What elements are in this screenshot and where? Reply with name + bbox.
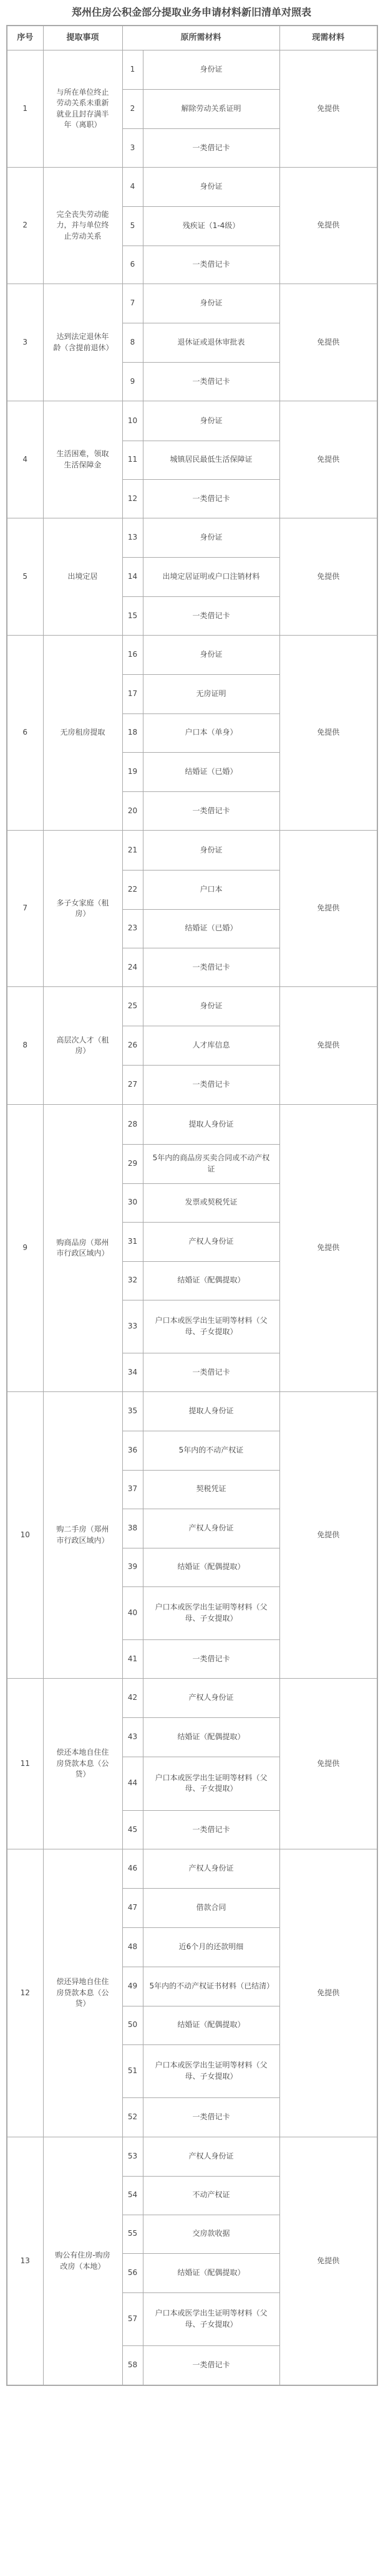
material-name: 人才库信息 <box>143 1026 279 1065</box>
withdrawal-item: 无房租房提取 <box>43 636 122 831</box>
row-number: 10 <box>7 1392 43 1679</box>
material-row <box>123 1026 279 1065</box>
material-number: 38 <box>123 1509 143 1548</box>
material-row <box>123 791 279 830</box>
material-name: 一类借记卡 <box>192 376 230 386</box>
material-name: 产权人身份证 <box>143 2137 279 2176</box>
material-name: 身份证 <box>143 987 279 1026</box>
material-name: 提取人身份证 <box>143 1392 279 1431</box>
material-number: 49 <box>123 1967 143 2006</box>
table-header-row <box>7 26 377 50</box>
material-name: 户口本或医学出生证明等材料（父母、子女提取） <box>143 1757 279 1810</box>
header-materials: 原所需材料 <box>122 26 279 50</box>
header-item: 提取事项 <box>43 26 122 50</box>
material-name: 户口本或医学出生证明等材料（父母、子女提取） <box>143 1586 279 1639</box>
material-row <box>123 246 279 284</box>
material-row <box>123 1967 279 2006</box>
withdrawal-item: 购二手房（郑州市行政区域内） <box>43 1392 122 1679</box>
materials-cell <box>122 1679 279 1849</box>
current-requirement: 免提供 <box>279 284 377 401</box>
table-body <box>7 50 377 2386</box>
material-name: 身份证 <box>143 518 279 557</box>
materials-table <box>6 25 378 2386</box>
material-row <box>123 557 279 596</box>
material-name: 提取人身份证 <box>143 1105 279 1144</box>
material-row <box>123 948 279 986</box>
material-number: 31 <box>123 1222 143 1261</box>
material-name: 一类借记卡 <box>192 2360 230 2370</box>
material-number: 9 <box>123 362 143 401</box>
material-row <box>123 1261 279 1300</box>
material-number: 16 <box>123 636 143 674</box>
material-row <box>123 206 279 246</box>
materials-cell <box>122 518 279 636</box>
material-number: 58 <box>123 2345 143 2385</box>
material-row <box>123 323 279 362</box>
row-number: 7 <box>7 831 43 987</box>
row-number: 5 <box>7 518 43 636</box>
materials-list <box>123 1105 279 1391</box>
material-number: 3 <box>123 128 143 167</box>
material-number: 53 <box>123 2137 143 2176</box>
material-name: 户口本或医学出生证明等材料（父母、子女提取） <box>143 2044 279 2097</box>
material-row <box>123 674 279 713</box>
material-number: 1 <box>123 50 143 89</box>
material-row <box>123 1717 279 1757</box>
material-number: 32 <box>123 1261 143 1300</box>
material-row <box>123 831 279 870</box>
material-name: 身份证 <box>143 401 279 441</box>
material-name: 一类借记卡 <box>192 260 230 269</box>
table-row <box>7 401 377 518</box>
material-row <box>123 128 279 167</box>
material-number: 19 <box>123 752 143 791</box>
current-requirement: 免提供 <box>279 2137 377 2386</box>
material-name: 产权人身份证 <box>143 1679 279 1717</box>
material-name: 户口本 <box>143 870 279 909</box>
material-row <box>123 1888 279 1927</box>
row-number: 11 <box>7 1679 43 1849</box>
material-row <box>123 2044 279 2097</box>
material-name: 结婚证（已婚） <box>143 909 279 948</box>
material-number: 54 <box>123 2176 143 2215</box>
material-row <box>123 518 279 557</box>
material-number: 2 <box>123 89 143 128</box>
table-row <box>7 168 377 284</box>
withdrawal-item: 购商品房（郑州市行政区域内） <box>43 1105 122 1392</box>
page-title: 郑州住房公积金部分提取业务申请材料新旧清单对照表 <box>71 6 311 18</box>
material-number: 42 <box>123 1679 143 1717</box>
material-number: 22 <box>123 870 143 909</box>
materials-cell <box>122 168 279 284</box>
withdrawal-item: 高层次人才（租房） <box>43 987 122 1105</box>
material-number: 44 <box>123 1757 143 1810</box>
material-row <box>123 479 279 518</box>
materials-list <box>123 401 279 518</box>
material-row <box>123 1392 279 1431</box>
material-name: 一类借记卡 <box>192 1367 230 1376</box>
material-number: 52 <box>123 2097 143 2137</box>
material-row <box>123 1222 279 1261</box>
material-number: 50 <box>123 2006 143 2044</box>
materials-list <box>123 284 279 401</box>
material-row <box>123 1353 279 1391</box>
row-number: 12 <box>7 1849 43 2137</box>
material-name: 结婚证（配偶提取） <box>143 1548 279 1586</box>
material-name: 户口本或医学出生证明等材料（父母、子女提取） <box>143 2292 279 2345</box>
material-row <box>123 2097 279 2137</box>
materials-list <box>123 1849 279 2137</box>
withdrawal-item: 完全丧失劳动能力，并与单位终止劳动关系 <box>43 168 122 284</box>
current-requirement: 免提供 <box>279 1392 377 1679</box>
material-name: 一类借记卡 <box>192 806 230 815</box>
material-row <box>123 2006 279 2044</box>
material-number: 4 <box>123 168 143 206</box>
material-row <box>123 2292 279 2345</box>
header-provide: 现需材料 <box>279 26 377 50</box>
table-row <box>7 831 377 987</box>
material-number: 17 <box>123 674 143 713</box>
material-row <box>123 1105 279 1144</box>
material-name: 一类借记卡 <box>192 2112 230 2122</box>
materials-list <box>123 2137 279 2385</box>
material-number: 56 <box>123 2253 143 2292</box>
row-number: 4 <box>7 401 43 518</box>
table-row <box>7 1392 377 1679</box>
materials-list <box>123 1392 279 1678</box>
table-row <box>7 1105 377 1392</box>
material-row <box>123 50 279 89</box>
material-number: 28 <box>123 1105 143 1144</box>
material-number: 5 <box>123 206 143 246</box>
material-row <box>123 2345 279 2385</box>
current-requirement: 免提供 <box>279 50 377 168</box>
materials-list <box>123 636 279 830</box>
material-name: 结婚证（配偶提取） <box>143 2253 279 2292</box>
material-number: 47 <box>123 1888 143 1927</box>
material-number: 26 <box>123 1026 143 1065</box>
materials-list <box>123 987 279 1104</box>
current-requirement: 免提供 <box>279 518 377 636</box>
material-row <box>123 1183 279 1222</box>
table-row <box>7 987 377 1105</box>
material-name: 5年内的不动产权证书材料（已结清） <box>143 1967 279 2006</box>
material-name: 近6个月的还款明细 <box>143 1927 279 1967</box>
material-number: 7 <box>123 284 143 323</box>
material-name: 身份证 <box>143 284 279 323</box>
material-name: 户口本（单身） <box>143 713 279 752</box>
material-row <box>123 1509 279 1548</box>
table-row <box>7 1849 377 2137</box>
material-number: 6 <box>123 246 143 284</box>
material-number: 30 <box>123 1183 143 1222</box>
material-number: 11 <box>123 441 143 479</box>
material-row <box>123 909 279 948</box>
withdrawal-item: 购公有住房-购房改房（本地） <box>43 2137 122 2386</box>
row-number: 9 <box>7 1105 43 1392</box>
material-row <box>123 284 279 323</box>
withdrawal-item: 偿还异地自住住房贷款本息（公贷） <box>43 1849 122 2137</box>
materials-list <box>123 50 279 167</box>
material-row <box>123 1849 279 1888</box>
material-name: 结婚证（配偶提取） <box>143 2006 279 2044</box>
material-number: 13 <box>123 518 143 557</box>
material-name: 一类借记卡 <box>192 143 230 152</box>
material-number: 40 <box>123 1586 143 1639</box>
material-row <box>123 1927 279 1967</box>
material-name: 一类借记卡 <box>192 1825 230 1834</box>
material-row <box>123 1300 279 1353</box>
material-name: 产权人身份证 <box>143 1849 279 1888</box>
row-number: 3 <box>7 284 43 401</box>
material-name: 产权人身份证 <box>143 1509 279 1548</box>
row-number: 8 <box>7 987 43 1105</box>
row-number: 13 <box>7 2137 43 2386</box>
material-name: 户口本或医学出生证明等材料（父母、子女提取） <box>143 1300 279 1353</box>
withdrawal-item: 偿还本地自住住房贷款本息（公贷） <box>43 1679 122 1849</box>
material-number: 12 <box>123 479 143 518</box>
current-requirement: 免提供 <box>279 636 377 831</box>
withdrawal-item: 出境定居 <box>43 518 122 636</box>
material-row <box>123 441 279 479</box>
material-name: 身份证 <box>143 50 279 89</box>
material-row <box>123 2215 279 2253</box>
material-name: 借款合同 <box>143 1888 279 1927</box>
table-row <box>7 284 377 401</box>
materials-cell <box>122 831 279 987</box>
material-name: 5年内的商品房买卖合同或不动产权证 <box>143 1144 279 1183</box>
material-number: 51 <box>123 2044 143 2097</box>
material-number: 14 <box>123 557 143 596</box>
material-name: 不动产权证 <box>143 2176 279 2215</box>
material-row <box>123 752 279 791</box>
material-number: 45 <box>123 1810 143 1849</box>
material-number: 27 <box>123 1065 143 1104</box>
materials-list <box>123 1679 279 1849</box>
material-number: 36 <box>123 1431 143 1470</box>
material-number: 15 <box>123 596 143 635</box>
material-name: 一类借记卡 <box>192 962 230 971</box>
material-number: 33 <box>123 1300 143 1353</box>
material-name: 一类借记卡 <box>192 1654 230 1663</box>
material-row <box>123 1757 279 1810</box>
material-row <box>123 89 279 128</box>
material-number: 25 <box>123 987 143 1026</box>
table-row <box>7 1679 377 1849</box>
material-number: 10 <box>123 401 143 441</box>
material-number: 8 <box>123 323 143 362</box>
material-row <box>123 596 279 635</box>
table-row <box>7 636 377 831</box>
withdrawal-item: 达到法定退休年龄（含提前退休） <box>43 284 122 401</box>
materials-cell <box>122 1849 279 2137</box>
table-row <box>7 50 377 168</box>
material-row <box>123 401 279 441</box>
materials-cell <box>122 636 279 831</box>
material-name: 解除劳动关系证明 <box>143 89 279 128</box>
material-name: 一类借记卡 <box>192 494 230 503</box>
material-number: 41 <box>123 1639 143 1678</box>
material-row <box>123 168 279 206</box>
material-name: 交房款收据 <box>143 2215 279 2253</box>
current-requirement: 免提供 <box>279 831 377 987</box>
materials-list <box>123 518 279 635</box>
material-row <box>123 1639 279 1678</box>
material-row <box>123 870 279 909</box>
material-name: 身份证 <box>143 636 279 674</box>
materials-list <box>123 831 279 986</box>
material-name: 退休证或退休审批表 <box>143 323 279 362</box>
material-number: 34 <box>123 1353 143 1391</box>
material-row <box>123 636 279 674</box>
material-row <box>123 1431 279 1470</box>
table-row <box>7 2137 377 2386</box>
material-number: 23 <box>123 909 143 948</box>
material-row <box>123 1470 279 1509</box>
material-row <box>123 1679 279 1717</box>
material-number: 39 <box>123 1548 143 1586</box>
material-name: 发票或契税凭证 <box>143 1183 279 1222</box>
materials-list <box>123 168 279 284</box>
material-row <box>123 2176 279 2215</box>
current-requirement: 免提供 <box>279 401 377 518</box>
row-number: 2 <box>7 168 43 284</box>
row-number: 6 <box>7 636 43 831</box>
material-row <box>123 362 279 401</box>
material-name: 产权人身份证 <box>143 1222 279 1261</box>
material-number: 21 <box>123 831 143 870</box>
materials-cell <box>122 401 279 518</box>
material-name: 身份证 <box>143 831 279 870</box>
material-name: 结婚证（配偶提取） <box>143 1261 279 1300</box>
withdrawal-item: 多子女家庭（租房） <box>43 831 122 987</box>
material-row <box>123 2253 279 2292</box>
table-row <box>7 518 377 636</box>
material-number: 20 <box>123 791 143 830</box>
material-row <box>123 1810 279 1849</box>
materials-cell <box>122 284 279 401</box>
current-requirement: 免提供 <box>279 1679 377 1849</box>
current-requirement: 免提供 <box>279 1105 377 1392</box>
material-number: 29 <box>123 1144 143 1183</box>
material-number: 46 <box>123 1849 143 1888</box>
materials-cell <box>122 1392 279 1679</box>
material-name: 契税凭证 <box>143 1470 279 1509</box>
material-row <box>123 1065 279 1104</box>
withdrawal-item: 与所在单位终止劳动关系未重新就业且封存满半年（离职） <box>43 50 122 168</box>
current-requirement: 免提供 <box>279 1849 377 2137</box>
material-name: 结婚证（配偶提取） <box>143 1717 279 1757</box>
material-row <box>123 1586 279 1639</box>
material-name: 城镇居民最低生活保障证 <box>143 441 279 479</box>
current-requirement: 免提供 <box>279 168 377 284</box>
material-number: 18 <box>123 713 143 752</box>
material-name: 残疾证（1-4级） <box>143 206 279 246</box>
header-no: 序号 <box>7 26 43 50</box>
withdrawal-item: 生活困难，领取生活保障金 <box>43 401 122 518</box>
material-name: 身份证 <box>143 168 279 206</box>
material-name: 一类借记卡 <box>192 611 230 620</box>
material-row <box>123 1548 279 1586</box>
current-requirement: 免提供 <box>279 987 377 1105</box>
material-row <box>123 987 279 1026</box>
material-number: 37 <box>123 1470 143 1509</box>
row-number: 1 <box>7 50 43 168</box>
material-number: 48 <box>123 1927 143 1967</box>
material-row <box>123 2137 279 2176</box>
material-name: 结婚证（已婚） <box>143 752 279 791</box>
material-number: 24 <box>123 948 143 986</box>
material-number: 43 <box>123 1717 143 1757</box>
materials-cell <box>122 50 279 168</box>
material-number: 35 <box>123 1392 143 1431</box>
materials-cell <box>122 987 279 1105</box>
material-name: 出境定居证明或户口注销材料 <box>143 557 279 596</box>
material-name: 无房证明 <box>143 674 279 713</box>
material-name: 一类借记卡 <box>192 1080 230 1089</box>
material-name: 5年内的不动产权证 <box>143 1431 279 1470</box>
materials-cell <box>122 2137 279 2386</box>
material-row <box>123 1144 279 1183</box>
table-wrapper <box>0 25 383 2386</box>
material-number: 57 <box>123 2292 143 2345</box>
material-number: 55 <box>123 2215 143 2253</box>
materials-cell <box>122 1105 279 1392</box>
material-row <box>123 713 279 752</box>
